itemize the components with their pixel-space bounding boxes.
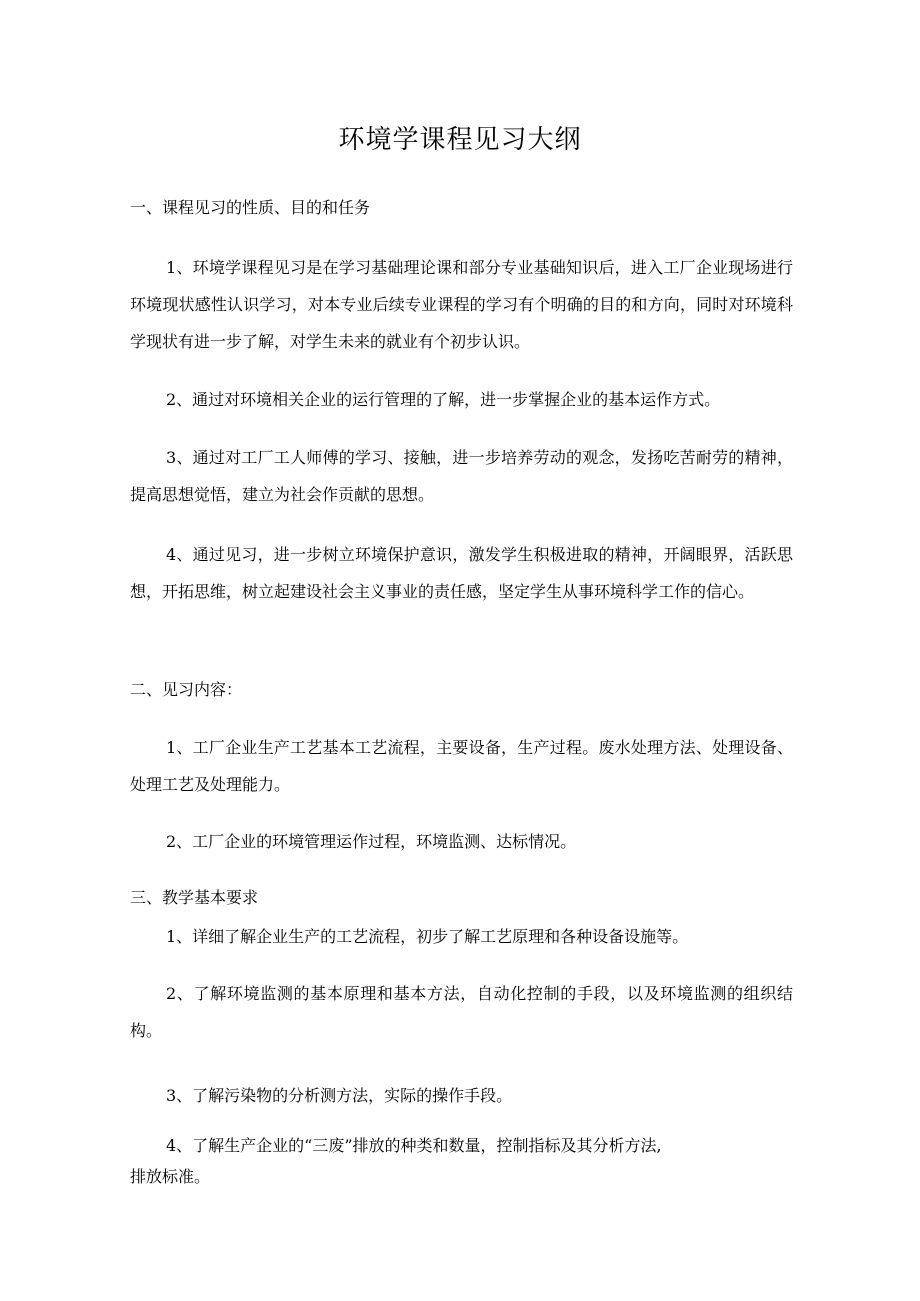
paragraph-1-4: 4、通过见习，进一步树立环境保护意识，激发学生积极进取的精神，开阔眼界，活跃思想，开拓思维，树立起建设社会主义事业的责任感，坚定学生从事环境科学工作的信心。: [130, 545, 793, 601]
paragraph-2-2: 2、工厂企业的环境管理运作过程，环境监测、达标情况。: [166, 832, 577, 851]
paragraph-1-3: 3、通过对工厂工人师傅的学习、接触，进一步培养劳动的观念，发扬吃苦耐劳的精神，提高思想觉悟，建立为社会作贡献的思想。: [130, 448, 793, 504]
section-heading-3: 三、教学基本要求: [130, 888, 259, 907]
paragraph-1-1: 1、环境学课程见习是在学习基础理论课和部分专业基础知识后，进入工厂企业现场进行环境现状感性认识学习，对本专业后续专业课程的学习有个明确的目的和方向，同时对环境科学现状有进一步了解，对学生未来的就业有个初步认识。: [130, 258, 793, 351]
paragraph-3-4: 4、了解生产企业的“三废”排放的种类和数量，控制指标及其分析方法,: [166, 1136, 662, 1155]
paragraph-1-2: 2、通过对环境相关企业的运行管理的了解，进一步掌握企业的基本运作方式。: [166, 390, 721, 409]
paragraph-2-1: 1、工厂企业生产工艺基本工艺流程，主要设备，生产过程。废水处理方法、处理设备、处理工艺及处理能力。: [130, 738, 793, 794]
paragraph-3-4-continued: 排放标准。: [130, 1167, 211, 1186]
section-heading-1: 一、课程见习的性质、目的和任务: [130, 198, 371, 217]
paragraph-3-2: 2、了解环境监测的基本原理和基本方法，自动化控制的手段，以及环境监测的组织结构。: [130, 984, 793, 1040]
paragraph-3-3: 3、了解污染物的分析测方法，实际的操作手段。: [166, 1086, 513, 1105]
paragraph-3-1: 1、详细了解企业生产的工艺流程，初步了解工艺原理和各种设备设施等。: [166, 927, 689, 946]
document-title: 环境学课程见习大纲: [338, 125, 582, 155]
section-heading-2: 二、见习内容：: [130, 680, 243, 699]
